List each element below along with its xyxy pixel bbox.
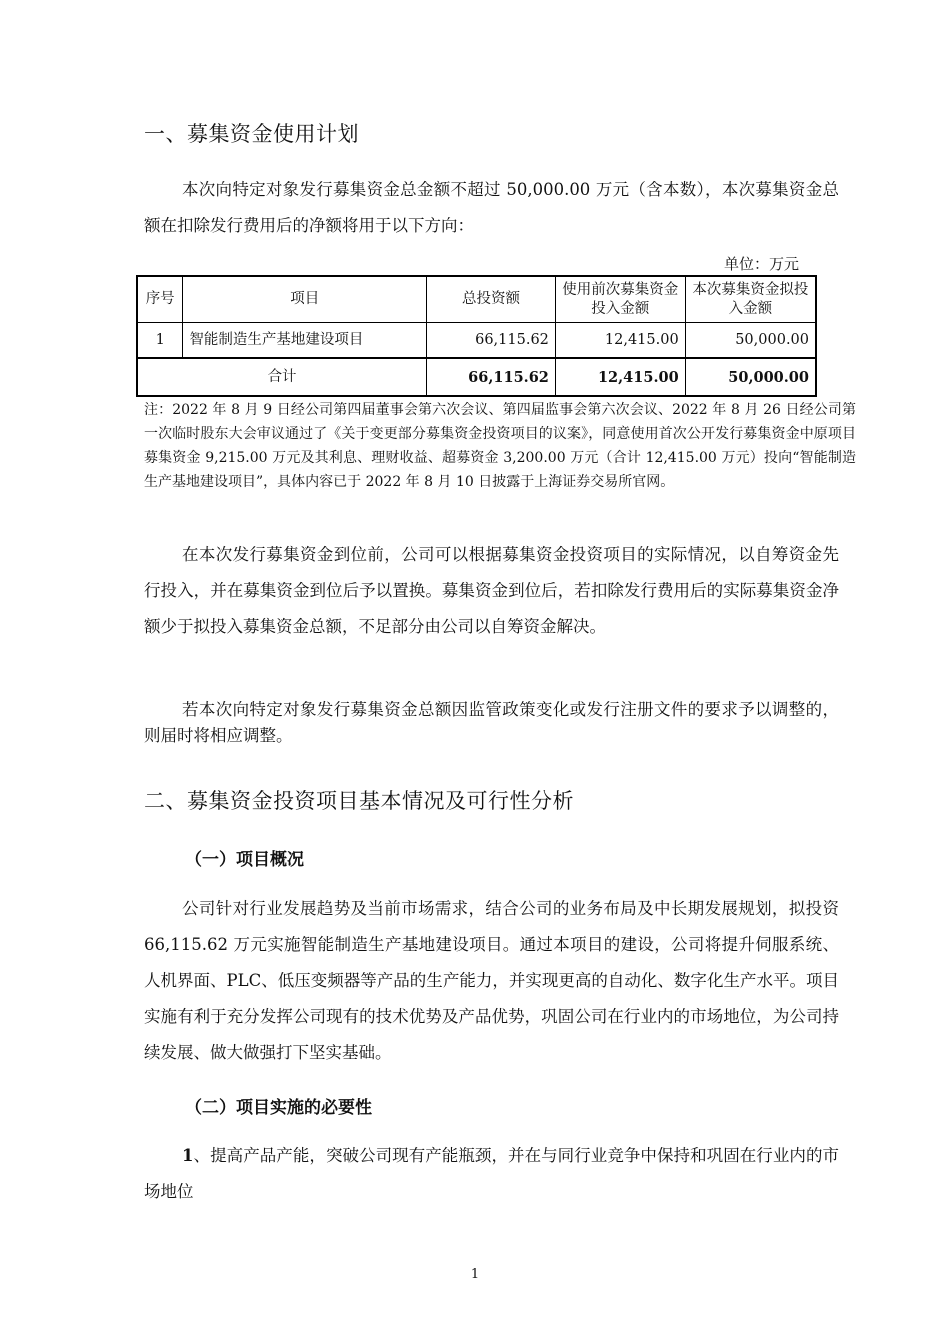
section-1-paragraph-3: 若本次向特定对象发行募集资金总额因监管政策变化或发行注册文件的要求予以调整的，则届时将相应调整。 [144,700,839,745]
project-name-cell: 智能制造生产基地建设项目 [183,323,427,359]
section-2-title: 二、募集资金投资项目基本情况及可行性分析 [144,789,574,813]
current-funds-sum-cell: 50,000.00 [685,358,816,396]
previous-funds-cell: 12,415.00 [555,323,685,359]
page-number: 1 [470,1267,480,1282]
necessity-point-1 [144,1138,839,1210]
section-1-intro: 本次向特定对象发行募集资金总金额不超过 50,000.00 万元（含本数），本次募集资金总额在扣除发行费用后的净额将用于以下方向： [144,180,839,235]
subsection-2-title: （二）项目实施的必要性 [185,1098,372,1118]
total-investment-sum-cell: 66,115.62 [427,358,556,396]
unit-label: 单位：万元 [724,255,800,273]
section-2-paragraph-1: 公司针对行业发展趋势及当前市场需求，结合公司的业务布局及中长期发展规划，拟投资 66,115.62 万元实施智能制造生产基地建设项目。通过本项目的建设，公司将提升伺服系统、人机界面、PLC、低压变频器等产品的生产能力，并实现更高的自动化、数字化生产水平。项目实施有利于充分发挥公司现有的技术优势及产品优势，巩固公司在行业内的市场地位，为公司持续发展、做大做强打下坚实基础。 [144,899,839,1062]
fund-allocation-table [136,275,817,397]
row-index-cell: 1 [137,323,183,359]
section-1-title: 一、募集资金使用计划 [144,122,359,146]
table-total-row [137,358,816,396]
table-header-row [137,276,816,323]
table-note: 注：2022 年 8 月 9 日经公司第四届董事会第六次会议、第四届监事会第六次会议、2022 年 8 月 26 日经公司第一次临时股东大会审议通过了《关于变更部分募集资金投资项目的议案》，同意使用首次公开发行募集资金中原项目募集资金 9,215.00 万元及其利息、理财收益、超募资金 3,200.00 万元（合计 12,415.00 万元）投向“智能制造生产基地建设项目”，具体内容已于 2022 年 8 月 10 日披露于上海证券交易所官网。 [144,402,856,490]
point-text: 、提高产品产能，突破公司现有产能瓶颈，并在与同行业竞争中保持和巩固在行业内的市场地位 [144,1146,839,1201]
header-cell: 项目 [183,276,427,323]
current-funds-cell: 50,000.00 [685,323,816,359]
header-cell: 本次募集资金拟投入金额 [685,276,816,323]
total-investment-cell: 66,115.62 [427,323,556,359]
total-label-cell: 合计 [137,358,427,396]
header-cell: 序号 [137,276,183,323]
section-1-paragraph-2: 在本次发行募集资金到位前，公司可以根据募集资金投资项目的实际情况，以自筹资金先行投入，并在募集资金到位后予以置换。募集资金到位后，若扣除发行费用后的实际募集资金净额少于拟投入募集资金总额，不足部分由公司以自筹资金解决。 [144,545,839,636]
subsection-1-title: （一）项目概况 [185,850,304,870]
header-cell: 使用前次募集资金投入金额 [555,276,685,323]
point-number: 1 [182,1146,194,1165]
header-cell: 总投资额 [427,276,556,323]
previous-funds-sum-cell: 12,415.00 [555,358,685,396]
table-row [137,323,816,359]
